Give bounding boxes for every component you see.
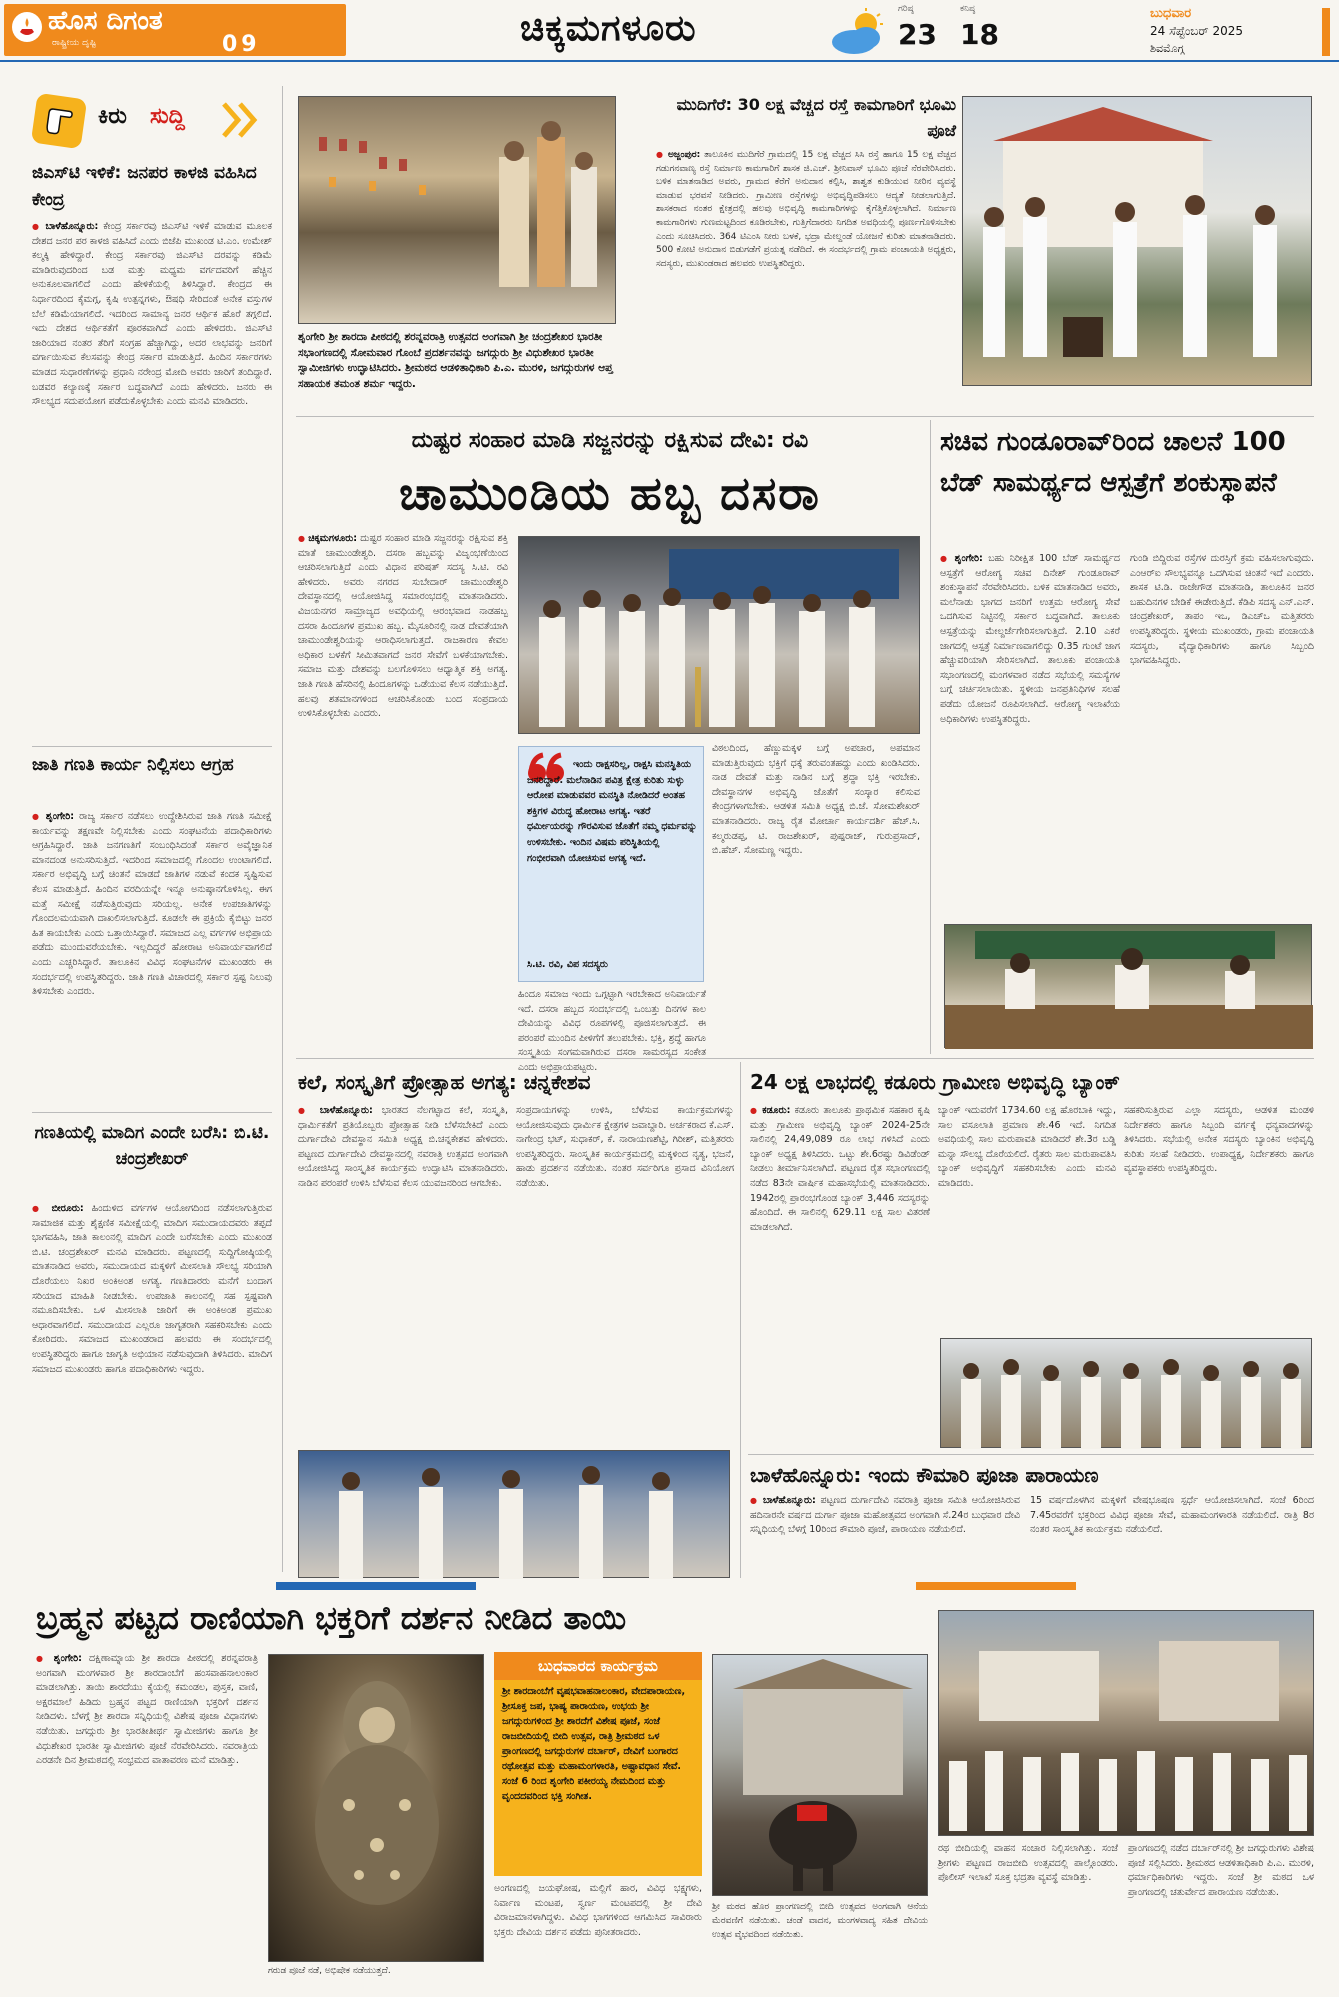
hospital-col1 bbox=[940, 552, 1120, 968]
bar-blue bbox=[276, 1582, 476, 1590]
kale-event-photo bbox=[298, 1450, 730, 1578]
chamundi-col2: ವಿಠಲದಿಂದ, ಹೆಣ್ಣುಮಕ್ಕಳ ಬಗ್ಗೆ ಅಪಚಾರ, ಅಪಮಾನ ಮಾಡುತ್ತಿರುವುದು ಭಕ್ತಿಗೆ ಧಕ್ಕೆ ತರುವಂತಹದ್ದು ಎಂದು ಖಂಡಿಸಿದರು. ನಾಡ ದೇವತೆ ಮತ್ತು ನಾಡಿನ ಬಗ್ಗೆ ಶ್ರದ್ಧಾ ಭಕ್ತಿ ಇರಬೇಕು. ದೇವಸ್ಥಾನಗಳ ಅಭಿವೃದ್ಧಿ ಜೊತೆಗೆ ಸಂಸ್ಕಾರ ಕಲಿಸುವ ಕೇಂದ್ರಗಳಾಗಬೇಕು. ಆಡಳಿತ ಸಮಿತಿ ಅಧ್ಯಕ್ಷ ಬಿ.ಜೆ. ಸೋಮಶೇಖರ್ ಮಾತನಾಡಿದರು. ರಾಜ್ಯ ರೈತ ಮೋರ್ಚಾ ಕಾರ್ಯದರ್ಶಿ ಹೆಚ್.ಸಿ. ಕಲ್ಮರುಡಪ್ಪ, ಟಿ. ರಾಜಶೇಖರ್, ಪುಷ್ಪರಾಜ್, ಗುರುಪ್ರಸಾದ್, ಬಿ.ಹೆಚ್. ಸೋಮಣ್ಣ ಇದ್ದರು. bbox=[712, 743, 920, 857]
kiru-banner bbox=[34, 94, 270, 148]
bank-col1-body: ಕಡೂರು ತಾಲೂಕು ಪ್ರಾಥಮಿಕ ಸಹಕಾರ ಕೃಷಿ ಮತ್ತು ಗ್ರಾಮೀಣ ಅಭಿವೃದ್ಧಿ ಬ್ಯಾಂಕ್ 2024-25ನೇ ಸಾಲಿನಲ್ಲಿ 24,49,089 ರೂ ಲಾಭ ಗಳಿಸಿದೆ ಎಂದು ಬ್ಯಾಂಕ್ ಅಧ್ಯಕ್ಷ ತಿಳಿಸಿದರು. ಒಟ್ಟು ಶೇ.6ರಷ್ಟು ಡಿವಿಡೆಂಡ್ ನೀಡಲು ತೀರ್ಮಾನಿಸಲಾಗಿದೆ. ಪಟ್ಟಣದ ರೈತ ಸಭಾಂಗಣದಲ್ಲಿ ನಡೆದ 83ನೇ ವಾರ್ಷಿಕ ಮಹಾಸಭೆಯಲ್ಲಿ ಮಾತನಾಡಿದರು. 1942ರಲ್ಲಿ ಪ್ರಾರಂಭಗೊಂಡ ಬ್ಯಾಂಕ್ 3,446 ಸದಸ್ಯರನ್ನು ಹೊಂದಿದೆ. ಈ ಸಾಲಿನಲ್ಲಿ 629.11 ಲಕ್ಷ ಸಾಲ ವಿತರಣೆ ಮಾಡಲಾಗಿದೆ. bbox=[750, 1105, 930, 1233]
gana-headline: ಗಣತಿಯಲ್ಲಿ ಮಾದಿಗ ಎಂದೇ ಬರೆಸಿ: ಬಿ.ಟಿ. ಚಂದ್ರಶೇಖರ್ bbox=[34, 1123, 270, 1169]
idol-caption: ಗರುಡ ಪೂಜೆ ನಡೆ, ಅಭಿಷೇಕ ನಡೆಯುತ್ತದೆ. bbox=[268, 1966, 391, 1976]
bank-headline: 24 ಲಕ್ಷ ಲಾಭದಲ್ಲಿ ಕಡೂರು ಗ್ರಾಮೀಣ ಅಭಿವೃದ್ಧಿ ಬ್ಯಾಂಕ್ bbox=[750, 1070, 1120, 1094]
bank-col1 bbox=[750, 1104, 930, 1444]
gst-body: ಕೇಂದ್ರ ಸರ್ಕಾರವು ಜಿಎಸ್‌ಟಿ ಇಳಿಕೆ ಮಾಡುವ ಮೂಲಕ ದೇಶದ ಜನರ ಪರ ಕಾಳಜಿ ವಹಿಸಿದೆ ಎಂದು ಬಿಜೆಪಿ ಮುಖಂಡ ಟಿ.ಎಂ. ಉಮೇಶ್ ಕಲ್ಮಕ್ಕಿ ಹೇಳಿದ್ದಾರೆ. ಕೇಂದ್ರ ಸರ್ಕಾರವು ಜಿಎಸ್‌ಟಿ ದರವನ್ನು ಕಡಿಮೆ ಮಾಡಿರುವುದರಿಂದ ಬಡ ಮತ್ತು ಮಧ್ಯಮ ವರ್ಗದವರಿಗೆ ಹೆಚ್ಚಿನ ಅನುಕೂಲವಾಗಲಿದೆ ಎಂದು ಹೇಳಿಕೆಯಲ್ಲಿ ತಿಳಿಸಿದ್ದಾರೆ. ಕೇಂದ್ರದ ಈ ನಿರ್ಧಾರದಿಂದ ಕೈಮಗ್ಗ, ಕೃಷಿ ಉತ್ಪನ್ನಗಳು, ಔಷಧಿ ಸೇರಿದಂತೆ ಅನೇಕ ವಸ್ತುಗಳ ಬೆಲೆ ಕಡಿಮೆಯಾಗಲಿದೆ. ಇದರಿಂದ ಸಾಮಾನ್ಯ ಜನರ ಆರ್ಥಿಕ ಹೊರೆ ತಗ್ಗಲಿದೆ. ಇದು ದೇಶದ ಆರ್ಥಿಕತೆಗೆ ಪೂರಕವಾಗಿದೆ ಎಂದು ಹೇಳಿದರು. ಜಿಎಸ್‌ಟಿ ಜಾರಿಯಾದ ನಂತರ ತೆರಿಗೆ ಸಂಗ್ರಹ ಹೆಚ್ಚಾಗಿದ್ದು, ಅದರ ಲಾಭವನ್ನು ಜನರಿಗೆ ವರ್ಗಾಯಿಸುವ ಕೆಲಸವನ್ನು ಕೇಂದ್ರ ಸರ್ಕಾರ ಮಾಡುತ್ತಿದೆ. ಹಿಂದಿನ ಸರ್ಕಾರಗಳು ಮಾಡದ ಸುಧಾರಣೆಗಳನ್ನು ಪ್ರಧಾನಿ ನರೇಂದ್ರ ಮೋದಿ ಅವರು ಜಾರಿಗೆ ತಂದಿದ್ದಾರೆ. ಬಡವರ ಕಲ್ಯಾಣಕ್ಕೆ ಸರ್ಕಾರ ಬದ್ಧವಾಗಿದೆ ಎಂದು ಹೇಳಿದರು. ಜನರು ಈ ಸೌಲಭ್ಯದ ಸದುಪಯೋಗ ಪಡೆದುಕೊಳ್ಳಬೇಕು ಎಂದು ಮನವಿ ಮಾಡಿದರು. bbox=[32, 221, 272, 408]
gst-location: ● ಬಾಳೆಹೊನ್ನೂರು: bbox=[32, 221, 98, 232]
hospital-col2: ಗುಂಡಿ ಬಿದ್ದಿರುವ ರಸ್ತೆಗಳ ದುರಸ್ತಿಗೆ ಕ್ರಮ ವಹಿಸಲಾಗುವುದು. ಎಂಆರ್‌ಐ ಸೌಲಭ್ಯವನ್ನೂ ಒದಗಿಸುವ ಚಿಂತನೆ ಇದೆ ಎಂದರು. ಶಾಸಕ ಟಿ.ಡಿ. ರಾಜೇಗೌಡ ಮಾತನಾಡಿ, ತಾಲೂಕಿನ ಜನರ ಬಹುದಿನಗಳ ಬೇಡಿಕೆ ಈಡೇರುತ್ತಿದೆ. ಕೆಡಿಪಿ ಸದಸ್ಯ ಎನ್.ಎನ್. ಚಂದ್ರಶೇಖರ್, ತಾಪಂ ಇಒ, ಡಿಎಚ್‌ಒ ಮತ್ತಿತರರು ಉಪಸ್ಥಿತರಿದ್ದರು. ಸ್ಥಳೀಯ ಮುಖಂಡರು, ಗ್ರಾಮ ಪಂಚಾಯತಿ ಸದಸ್ಯರು, ವೈದ್ಯಾಧಿಕಾರಿಗಳು ಹಾಗೂ ಸಿಬ್ಬಂದಿ ಭಾಗವಹಿಸಿದ್ದರು. bbox=[1130, 553, 1314, 667]
brahma-col1-body: ದಕ್ಷಿಣಾಮ್ನಾಯ ಶ್ರೀ ಶಾರದಾ ಪೀಠದಲ್ಲಿ ಶರನ್ನವರಾತ್ರಿ ಅಂಗವಾಗಿ ಮಂಗಳವಾರ ಶ್ರೀ ಶಾರದಾಂಬೆಗೆ ಹಂಸವಾಹನಾಲಂಕಾರ ಮಾಡಲಾಗಿತ್ತು. ತಾಯಿ ಶಾರದೆಯು ಕೈಯಲ್ಲಿ ಕಮಂಡಲ, ಪುಸ್ತಕ, ವಾಣಿ, ಅಕ್ಷರಮಾಲೆ ಹಿಡಿದು ಬ್ರಹ್ಮನ ಪಟ್ಟದ ರಾಣಿಯಾಗಿ ಭಕ್ತರಿಗೆ ದರ್ಶನ ನೀಡಿದಳು. ಬೆಳಗ್ಗೆ ಶ್ರೀ ಶಾರದಾ ಸನ್ನಿಧಿಯಲ್ಲಿ ವಿಶೇಷ ಪೂಜಾ ವಿಧಾನಗಳು ನಡೆಯಿತು. ಜಗದ್ಗುರು ಶ್ರೀ ಭಾರತೀತೀರ್ಥ ಸ್ವಾಮೀಜಿಗಳು ಹಾಗೂ ಶ್ರೀ ವಿಧುಶೇಖರ ಭಾರತೀ ಸ್ವಾಮೀಜಿಗಳು ಪೂಜೆ ನೆರವೇರಿಸಿದರು. ನವರಾತ್ರಿಯ ಎರಡನೇ ದಿನ ಶ್ರೀಮಠದಲ್ಲಿ ಸಂಭ್ರಮದ ವಾತಾವರಣ ಮನೆ ಮಾಡಿತ್ತು. bbox=[36, 1653, 259, 1767]
max-temp-label: ಗರಿಷ್ಠ bbox=[898, 4, 914, 14]
edition-bar bbox=[1322, 8, 1330, 56]
elephant-caption: ಶ್ರೀ ಮಠದ ಹೊರ ಪ್ರಾಂಗಣದಲ್ಲಿ ಬೀದಿ ಉತ್ಸವದ ಅಂಗವಾಗಿ ಆನೆಯ ಮೆರವಣಿಗೆ ನಡೆಯಿತು. ಚಂಡೆ ವಾದನ, ಮಂಗಳವಾದ್ಯ ಸಹಿತ ದೇವಿಯ ಉತ್ಸವ ವೈಭವದಿಂದ ನಡೆಯಿತು. bbox=[712, 1902, 928, 1940]
chevrons-icon bbox=[220, 100, 270, 140]
kaumari-col2: 15 ವರ್ಷದೊಳಗಿನ ಮಕ್ಕಳಿಗೆ ವೇಷಭೂಷಣ ಸ್ಪರ್ಧೆ ಆಯೋಜಿಸಲಾಗಿದೆ. ಸಂಜೆ 6ರಿಂದ 7.45ರವರೆಗೆ ಭಕ್ತರಿಂದ ವಿವಿಧ ಪೂಜಾ ಸೇವೆ, ಮಹಾಮಂಗಳಾರತಿ ನಡೆಯಲಿದೆ. ರಾತ್ರಿ 8ರ ನಂತರ ಸಾಂಸ್ಕೃತಿಕ ಕಾರ್ಯಕ್ರಮ ನಡೆಯಲಿದೆ. bbox=[1030, 1495, 1314, 1536]
goddess-idol-photo bbox=[268, 1654, 484, 1962]
chamundi-col3: ಹಿಂದೂ ಸಮಾಜ ಇಂದು ಒಗ್ಗಟ್ಟಾಗಿ ಇರಬೇಕಾದ ಅನಿವಾರ್ಯತೆ ಇದೆ. ದಸರಾ ಹಬ್ಬದ ಸಂದರ್ಭದಲ್ಲಿ ಒಂಬತ್ತು ದಿನಗಳ ಕಾಲ ದೇವಿಯನ್ನು ವಿವಿಧ ರೂಪಗಳಲ್ಲಿ ಪೂಜಿಸಲಾಗುತ್ತದೆ. ಈ ಪರಂಪರೆ ಮುಂದಿನ ಪೀಳಿಗೆಗೆ ತಲುಪಬೇಕು. ಭಕ್ತಿ, ಶ್ರದ್ಧೆ ಹಾಗೂ ಸಂಸ್ಕೃತಿಯ ಸಂಗಮವಾಗಿರುವ ದಸರಾ ಸಾಮರಸ್ಯದ ಸಂಕೇತ ಎಂದು ಅಭಿಪ್ರಾಯಪಟ್ಟರು. bbox=[518, 989, 706, 1073]
hospital-meeting-photo bbox=[944, 924, 1312, 1048]
mudigere-body: ತಾಲೂಕಿನ ಮುದಿಗೆರೆ ಗ್ರಾಮದಲ್ಲಿ 15 ಲಕ್ಷ ವೆಚ್ಚದ ಸಿಸಿ ರಸ್ತೆ ಹಾಗೂ 15 ಲಕ್ಷ ವೆಚ್ಚದ ಗಡುಗನವಾಣ್ಯ ರಸ್ತೆ ನಿರ್ಮಾಣ ಕಾಮಗಾರಿಗೆ ಶಾಸಕ ಜಿ.ಎಚ್. ಶ್ರೀನಿವಾಸ್ ಭೂಮಿ ಪೂಜೆ ನೆರವೇರಿಸಿದರು. ಬಳಿಕ ಮಾತನಾಡಿದ ಅವರು, ಗ್ರಾಮದ ಕೆರೆಗೆ ಅನುದಾನ ಕಲ್ಪಿಸಿ, ಶಾಶ್ವತ ಕುಡಿಯುವ ನೀರಿನ ವ್ಯವಸ್ಥೆ ಮಾಡುವ ಭರವಸೆ ನೀಡಿದರು. ಗ್ರಾಮೀಣ ರಸ್ತೆಗಳನ್ನು ಅಭಿವೃದ್ಧಿಪಡಿಸಲು ಆದ್ಯತೆ ನೀಡಲಾಗುತ್ತಿದೆ. ಶಾಸಕರಾದ ನಂತರ ಕ್ಷೇತ್ರದಲ್ಲಿ ಹಲವು ಅಭಿವೃದ್ಧಿ ಕಾಮಗಾರಿಗಳನ್ನು ಕೈಗೆತ್ತಿಕೊಳ್ಳಲಾಗಿದೆ. ನಿರ್ಮಾಣ ಕಾಮಗಾರಿಗಳು ಗುಣಮಟ್ಟದಿಂದ ಕೂಡಿರಬೇಕು, ಗುತ್ತಿಗೆದಾರರು ನಿಗದಿತ ಅವಧಿಯಲ್ಲಿ ಪೂರ್ಣಗೊಳಿಸಬೇಕು ಎಂದು ಸೂಚಿಸಿದರು. 364 ಟಿಎಂಸಿ ನೀರು ಬಳಕೆ, ಭದ್ರಾ ಮೇಲ್ದಂಡೆ ಯೋಜನೆ ಕುರಿತು ಮಾತನಾಡಿದರು. 500 ಕೋಟಿ ಅನುದಾನ ಬಿಡುಗಡೆಗೆ ಪ್ರಯತ್ನ ನಡೆದಿದೆ. ಈ ಸಂದರ್ಭದಲ್ಲಿ ಗ್ರಾಮ ಪಂಚಾಯತಿ ಅಧ್ಯಕ್ಷರು, ಸದಸ್ಯರು, ಮುಖಂಡರಾದ ಹಲವರು ಉಪಸ್ಥಿತರಿದ್ದರು. bbox=[656, 150, 957, 269]
kiru-title-b: ಸುದ್ದಿ bbox=[150, 104, 185, 129]
kale-headline: ಕಲೆ, ಸಂಸ್ಕೃತಿಗೆ ಪ್ರೋತ್ಸಾಹ ಅಗತ್ಯ: ಚನ್ನಕೇಶವ bbox=[298, 1070, 591, 1094]
kaumari-col1-body: ಪಟ್ಟಣದ ದುರ್ಗಾದೇವಿ ನವರಾತ್ರಿ ಪೂಜಾ ಸಮಿತಿ ಆಯೋಜಿಸಿರುವ ಹದಿನಾರನೇ ವರ್ಷದ ದುರ್ಗಾ ಪೂಜಾ ಮಹೋತ್ಸವದ ಅಂಗವಾಗಿ ಸೆ.24ರ ಬುಧವಾರ ದೇವಿ ಸನ್ನಿಧಿಯಲ್ಲಿ ಬೆಳಗ್ಗೆ 10ರಿಂದ ಕೌಮಾರಿ ಪೂಜೆ, ಪಾರಾಯಣ ನಡೆಯಲಿದೆ. bbox=[750, 1495, 1020, 1536]
column-rule bbox=[740, 1062, 741, 1578]
chamundi-kicker: ದುಷ್ಟರ ಸಂಹಾರ ಮಾಡಿ ಸಜ್ಜನರನ್ನು ರಕ್ಷಿಸುವ ದೇವಿ: ರವಿ bbox=[411, 428, 809, 453]
chamundi-col1-body: ದುಷ್ಟರ ಸಂಹಾರ ಮಾಡಿ ಸಜ್ಜನರನ್ನು ರಕ್ಷಿಸುವ ಶಕ್ತಿ ಮಾತೆ ಚಾಮುಂಡೇಶ್ವರಿ. ದಸರಾ ಹಬ್ಬವನ್ನು ವಿಜೃಂಭಣೆಯಿಂದ ಆಚರಿಸಲಾಗುತ್ತಿದೆ ಎಂದು ವಿಧಾನ ಪರಿಷತ್ ಸದಸ್ಯ ಸಿ.ಟಿ. ರವಿ ಹೇಳಿದರು. ಅವರು ನಗರದ ಸುಬೇದಾರ್ ಚಾಮುಂಡೇಶ್ವರಿ ದೇವಸ್ಥಾನದಲ್ಲಿ ಆಯೋಜಿಸಿದ್ದ ಸಮಾರಂಭದಲ್ಲಿ ಮಾತನಾಡಿದರು. ವಿಜಯನಗರ ಸಾಮ್ರಾಜ್ಯದ ಅವಧಿಯಲ್ಲಿ ಆರಂಭವಾದ ನಾಡಹಬ್ಬ ದಸರಾ ಹಿಂದೂಗಳ ಪ್ರಮುಖ ಹಬ್ಬ. ಮೈಸೂರಿನಲ್ಲಿ ನಾಡ ದೇವತೆಯಾಗಿ ಚಾಮುಂಡೇಶ್ವರಿಯನ್ನು ಆರಾಧಿಸಲಾಗುತ್ತದೆ. ರಾಜಕಾರಣ ಕೇವಲ ಅಧಿಕಾರ ಬಳಕೆಗೆ ಸೀಮಿತವಾಗದೆ ಜನರ ಸೇವೆಗೆ ಬಳಕೆಯಾಗಬೇಕು. ಸಮಾಜ ಮತ್ತು ದೇಶವನ್ನು ಬಲಗೊಳಿಸಲು ಆಧ್ಯಾತ್ಮಿಕ ಶಕ್ತಿ ಅಗತ್ಯ. ಜಾತಿ ಗಣತಿ ಹೆಸರಿನಲ್ಲಿ ಹಿಂದೂಗಳನ್ನು ಒಡೆಯುವ ಕೆಲಸ ನಡೆಯುತ್ತಿದೆ. ಹಲವು ಶತಮಾನಗಳಿಂದ ಆಚರಿಸಿಕೊಂಡು ಬಂದ ಸಂಪ್ರದಾಯ ಉಳಿಸಿಕೊಳ್ಳಬೇಕು ಎಂದರು. bbox=[298, 533, 508, 720]
program-title: ಬುಧವಾರದ ಕಾರ್ಯಕ್ರಮ bbox=[494, 1652, 702, 1680]
elephant-procession-photo bbox=[712, 1654, 928, 1896]
jati-body: ರಾಜ್ಯ ಸರ್ಕಾರ ನಡೆಸಲು ಉದ್ದೇಶಿಸಿರುವ ಜಾತಿ ಗಣತಿ ಸಮೀಕ್ಷೆ ಕಾರ್ಯವನ್ನು ತಕ್ಷಣವೇ ನಿಲ್ಲಿಸಬೇಕು ಎಂದು ಸಂಘಟನೆಯ ಪದಾಧಿಕಾರಿಗಳು ಆಗ್ರಹಿಸಿದ್ದಾರೆ. ಜಾತಿ ಜನಗಣತಿಗೆ ಸಂಬಂಧಿಸಿದಂತೆ ಸರ್ಕಾರ ಅವೈಜ್ಞಾನಿಕ ಮಾನದಂಡ ಅನುಸರಿಸುತ್ತಿದೆ. ಇದರಿಂದ ಸಮಾಜದಲ್ಲಿ ಗೊಂದಲ ಉಂಟಾಗಲಿದೆ. ಸರ್ಕಾರ ಅಭಿವೃದ್ಧಿ ಬಗ್ಗೆ ಚಿಂತನೆ ಮಾಡದೆ ಜಾತಿಗಳ ನಡುವೆ ಕಂದಕ ಸೃಷ್ಟಿಸುವ ಕೆಲಸ ಮಾಡುತ್ತಿದೆ. ಹಿಂದಿನ ವರದಿಯನ್ನೇ ಇನ್ನೂ ಅನುಷ್ಠಾನಗೊಳಿಸಿಲ್ಲ. ಈಗ ಮತ್ತೆ ಸಮೀಕ್ಷೆ ನಡೆಸುತ್ತಿರುವುದು ಸರಿಯಲ್ಲ. ಅನೇಕ ಉಪಜಾತಿಗಳನ್ನು ಗೊಂದಲಮಯವಾಗಿ ದಾಖಲಿಸಲಾಗುತ್ತಿದೆ. ಕೂಡಲೇ ಈ ಪ್ರಕ್ರಿಯೆ ಕೈಬಿಟ್ಟು ಜನರ ಹಿತ ಕಾಯಬೇಕು ಎಂದು ಒತ್ತಾಯಿಸಿದ್ದಾರೆ. ಸಮಾಜದ ಎಲ್ಲ ವರ್ಗಗಳ ಅಭಿಪ್ರಾಯ ಪಡೆದು ಮುಂದುವರೆಯಬೇಕು. ಇಲ್ಲದಿದ್ದರೆ ಹೋರಾಟ ಅನಿವಾರ್ಯವಾಗಲಿದೆ ಎಂದು ಎಚ್ಚರಿಸಿದ್ದಾರೆ. ತಾಲೂಕಿನ ವಿವಿಧ ಸಂಘಟನೆಗಳ ಮುಖಂಡರು ಈ ಸಂದರ್ಭದಲ್ಲಿ ಉಪಸ್ಥಿತರಿದ್ದರು. ಜಾತಿ ಗಣತಿ ವಿಚಾರದಲ್ಲಿ ಸರ್ಕಾರ ಸ್ಪಷ್ಟ ನಿಲುವು ತಿಳಿಸಬೇಕು ಎಂದರು. bbox=[32, 811, 273, 998]
mudigere-headline: ಮುದಿಗೆರೆ: 30 ಲಕ್ಷ ವೆಚ್ಚದ ರಸ್ತೆ ಕಾಮಗಾರಿಗೆ ಭೂಮಿ ಪೂಜೆ bbox=[676, 95, 956, 140]
min-temp-label: ಕನಿಷ್ಠ bbox=[960, 4, 976, 14]
divider bbox=[296, 1058, 1314, 1059]
edition-name: ಶಿವಮೊಗ್ಗ bbox=[1150, 42, 1185, 55]
jati-headline: ಜಾತಿ ಗಣತಿ ಕಾರ್ಯ ನಿಲ್ಲಿಸಲು ಆಗ್ರಹ bbox=[32, 755, 234, 775]
weather-icon bbox=[826, 6, 890, 58]
masthead bbox=[0, 0, 1339, 62]
kale-col1-body: ಭಾರತದ ನೆಲಗಟ್ಟಾದ ಕಲೆ, ಸಂಸ್ಕೃತಿ, ಧಾರ್ಮಿಕತೆಗೆ ಪ್ರತಿಯೊಬ್ಬರು ಪ್ರೋತ್ಸಾಹ ನೀಡಿ ಬೆಳೆಸಬೇಕಿದೆ ಎಂದು ದುರ್ಗಾದೇವಿ ದೇವಸ್ಥಾನ ಸಮಿತಿ ಅಧ್ಯಕ್ಷ ಬಿ.ಚನ್ನಕೇಶವ ಹೇಳಿದರು. ಪಟ್ಟಣದ ದುರ್ಗಾದೇವಿ ದೇವಸ್ಥಾನದಲ್ಲಿ ನವರಾತ್ರಿ ಉತ್ಸವದ ಅಂಗವಾಗಿ ಆಯೋಜಿಸಿದ್ದ ಸಾಂಸ್ಕೃತಿಕ ಕಾರ್ಯಕ್ರಮ ಉದ್ಘಾಟಿಸಿ ಮಾತನಾಡಿದರು. ನಾಡಿನ ಪರಂಪರೆ ಉಳಿಸಿ ಬೆಳೆಸುವ ಕೆಲಸ ಯುವಜನರಿಂದ ಆಗಬೇಕು. bbox=[298, 1105, 508, 1189]
kaumari-headline: ಬಾಳೆಹೊನ್ನೂರು: ಇಂದು ಕೌಮಾರಿ ಪೂಜಾ ಪಾರಾಯಣ bbox=[750, 1463, 1099, 1487]
gst-headline: ಜಿಎಸ್‌ಟಿ ಇಳಿಕೆ: ಜನಪರ ಕಾಳಜಿ ವಹಿಸಿದ ಕೇಂದ್ರ bbox=[32, 163, 257, 210]
city-title: ಚಿಕ್ಕಮಗಳೂರು bbox=[520, 8, 697, 49]
pull-quote-text: ಇಂದು ರಾಕ್ಷಸರಿಲ್ಲ, ರಾಕ್ಷಸಿ ಮನಸ್ಥಿತಿಯ ಜನರಿದ್ದಾರೆ. ಮಲೆನಾಡಿನ ಪವಿತ್ರ ಕ್ಷೇತ್ರ ಕುರಿತು ಸುಳ್ಳು ಆರೋಪ ಮಾಡುವವರ ಮನಸ್ಥಿತಿ ನೋಡಿದರೆ ಅಂತಹ ಶಕ್ತಿಗಳ ವಿರುದ್ಧ ಹೋರಾಟ ಅಗತ್ಯ. ಇತರೆ ಧರ್ಮೀಯರನ್ನು ಗೌರವಿಸುವ ಜೊತೆಗೆ ನಮ್ಮ ಧರ್ಮವನ್ನು ಉಳಿಸಬೇಕು. ಇಂದಿನ ವಿಷಮ ಪರಿಸ್ಥಿತಿಯಲ್ಲಿ ಗಂಭೀರವಾಗಿ ಯೋಚಿಸುವ ಅಗತ್ಯ ಇದೆ. bbox=[527, 759, 698, 864]
pull-quote-box bbox=[518, 746, 704, 982]
chamundi-col1 bbox=[298, 532, 508, 1052]
pull-quote-author: ಸಿ.ಟಿ. ರವಿ, ವಿಪ ಸದಸ್ಯರು bbox=[527, 959, 608, 970]
brahma-col2: ಅಂಗಣದಲ್ಲಿ ಜಯಘೋಷ, ಮಲ್ಲಿಗೆ ಹಾರ, ವಿವಿಧ ಭಕ್ಷ್ಯಗಳು, ನಿರ್ವಾಣ ಮಂಟಪ, ಸ್ವರ್ಣ ಮಂಟಪದಲ್ಲಿ ಶ್ರೀ ದೇವಿ ವಿರಾಜಮಾನಳಾಗಿದ್ದಳು. ವಿವಿಧ ಭಾಗಗಳಿಂದ ಆಗಮಿಸಿದ ಸಾವಿರಾರು ಭಕ್ತರು ದೇವಿಯ ದರ್ಶನ ಪಡೆದು ಪುನೀತರಾದರು. bbox=[494, 1883, 702, 1938]
gst-article bbox=[32, 220, 272, 740]
doll-exhibition-photo bbox=[298, 96, 616, 324]
hospital-headline: ಸಚಿವ ಗುಂಡೂರಾವ್‌ರಿಂದ ಚಾಲನೆ 100 ಬೆಡ್ ಸಾಮರ್ಥ್ಯದ ಆಸ್ಪತ್ರೆಗೆ ಶಂಕುಸ್ಥಾಪನೆ bbox=[940, 427, 1286, 498]
column-rule bbox=[282, 86, 283, 1572]
kaumari-location: ● ಬಾಳೆಹೊನ್ನೂರು: bbox=[750, 1495, 816, 1506]
bank-col3: ಸಹಕರಿಸುತ್ತಿರುವ ಎಲ್ಲಾ ಸದಸ್ಯರು, ಆಡಳಿತ ಮಂಡಳಿ ನಿರ್ದೇಶಕರು ಹಾಗೂ ಸಿಬ್ಬಂದಿ ವರ್ಗಕ್ಕೆ ಧನ್ಯವಾದಗಳನ್ನು ತಿಳಿಸಿದರು. ಸಭೆಯಲ್ಲಿ ಅನೇಕ ಸದಸ್ಯರು ಬ್ಯಾಂಕಿನ ಅಭಿವೃದ್ಧಿ ಕುರಿತು ಸಲಹೆ ನೀಡಿದರು. ಉಪಾಧ್ಯಕ್ಷ, ನಿರ್ದೇಶಕರು ಹಾಗೂ ವ್ಯವಸ್ಥಾಪಕರು ಉಪಸ್ಥಿತರಿದ್ದರು. bbox=[1124, 1105, 1314, 1175]
kiru-suddi-column bbox=[28, 86, 276, 1576]
crowd-festival-photo bbox=[938, 1610, 1314, 1836]
brahma-headline: ಬ್ರಹ್ಮನ ಪಟ್ಟದ ರಾಣಿಯಾಗಿ ಭಕ್ತರಿಗೆ ದರ್ಶನ ನೀಡಿದ ತಾಯಿ bbox=[36, 1599, 627, 1637]
logo-block bbox=[4, 4, 346, 56]
kale-col2: ಸಂಪ್ರದಾಯಗಳನ್ನು ಉಳಿಸಿ, ಬೆಳೆಸುವ ಕಾರ್ಯಕ್ರಮಗಳನ್ನು ಆಯೋಜಿಸುವುದು ಧಾರ್ಮಿಕ ಕ್ಷೇತ್ರಗಳ ಜವಾಬ್ದಾರಿ. ಅರ್ಚಕರಾದ ಕೆ.ಎಸ್. ನಾಗೇಂದ್ರ ಭಟ್, ಸುಧಾಕರ್, ಕೆ. ನಾರಾಯಣಶೆಟ್ಟಿ, ಗಿರೀಶ್, ಮತ್ತಿತರರು ಉಪಸ್ಥಿತರಿದ್ದರು. ಸಾಂಸ್ಕೃತಿಕ ಕಾರ್ಯಕ್ರಮದಲ್ಲಿ ಮಕ್ಕಳಿಂದ ನೃತ್ಯ, ಭಜನೆ, ಹಾಡು ಪ್ರದರ್ಶನ ನಡೆಯಿತು. ನಂತರ ಸರ್ವರಿಗೂ ಪ್ರಸಾದ ವಿನಿಯೋಗ ನಡೆಯಿತು. bbox=[516, 1105, 734, 1189]
jati-location: ● ಶೃಂಗೇರಿ: bbox=[32, 811, 74, 822]
logo-title: ಹೊಸ ದಿಗಂತ bbox=[48, 6, 163, 36]
kale-col1 bbox=[298, 1104, 508, 1446]
bhoomi-pooja-photo bbox=[962, 96, 1312, 386]
brahma-col4: ಪ್ರಾಂಗಣದಲ್ಲಿ ನಡೆದ ದರ್ಬಾರ್‌ನಲ್ಲಿ ಶ್ರೀ ಜಗದ್ಗುರುಗಳು ವಿಶೇಷ ಪೂಜೆ ಸಲ್ಲಿಸಿದರು. ಶ್ರೀಮಠದ ಆಡಳಿತಾಧಿಕಾರಿ ಪಿ.ಎ. ಮುರಳಿ, ಧರ್ಮಾಧಿಕಾರಿಗಳು ಇದ್ದರು. ಸಂಜೆ ಶ್ರೀ ಮಠದ ಒಳ ಪ್ರಾಂಗಣದಲ್ಲಿ ಚತುರ್ವೇದ ಪಾರಾಯಣ ನಡೆಯಿತು. bbox=[1128, 1843, 1314, 1898]
bank-meeting-photo bbox=[940, 1338, 1312, 1448]
brahma-location: ● ಶೃಂಗೇರಿ: bbox=[36, 1653, 82, 1664]
chamundi-headline: ಚಾಮುಂಡಿಯ ಹಬ್ಬ ದಸರಾ bbox=[399, 466, 821, 520]
brahma-col3: ರಥ ಬೀದಿಯಲ್ಲಿ ವಾಹನ ಸಂಚಾರ ನಿಲ್ಲಿಸಲಾಗಿತ್ತು. ಸಂಜೆ ಶ್ರೀಗಳು ಪಟ್ಟಣದ ರಾಜಬೀದಿ ಉತ್ಸವದಲ್ಲಿ ಪಾಲ್ಗೊಂಡರು. ಪೊಲೀಸ್ ಇಲಾಖೆ ಸೂಕ್ತ ಭದ್ರತಾ ವ್ಯವಸ್ಥೆ ಮಾಡಿತ್ತು. bbox=[938, 1843, 1118, 1884]
lamp-icon bbox=[12, 12, 42, 42]
kale-location: ● ಬಾಳೆಹೊನ್ನೂರು: bbox=[298, 1105, 373, 1116]
brahma-col1 bbox=[36, 1652, 258, 1992]
weekday: ಬುಧವಾರ bbox=[1150, 6, 1192, 21]
mudigere-article bbox=[656, 148, 956, 424]
divider bbox=[32, 1112, 272, 1113]
program-box bbox=[494, 1652, 702, 1876]
gana-body: ಹಿಂದುಳಿದ ವರ್ಗಗಳ ಆಯೋಗದಿಂದ ನಡೆಸಲಾಗುತ್ತಿರುವ ಸಾಮಾಜಿಕ ಮತ್ತು ಶೈಕ್ಷಣಿಕ ಸಮೀಕ್ಷೆಯಲ್ಲಿ ಮಾದಿಗ ಸಮುದಾಯದವರು ತಪ್ಪದೆ ಭಾಗವಹಿಸಿ, ಜಾತಿ ಕಾಲಂನಲ್ಲಿ ಮಾದಿಗ ಎಂದೇ ಬರೆಸಬೇಕು ಎಂದು ಮುಖಂಡ ಬಿ.ಟಿ. ಚಂದ್ರಶೇಖರ್ ಮನವಿ ಮಾಡಿದರು. ಪಟ್ಟಣದಲ್ಲಿ ಸುದ್ದಿಗೋಷ್ಠಿಯಲ್ಲಿ ಮಾತನಾಡಿದ ಅವರು, ಸಮುದಾಯದ ಮಕ್ಕಳಿಗೆ ಮೀಸಲಾತಿ ಸೌಲಭ್ಯ ಸರಿಯಾಗಿ ದೊರೆಯಲು ನಿಖರ ಅಂಕಿಅಂಶ ಅಗತ್ಯ. ಗಣತಿದಾರರು ಮನೆಗೆ ಬಂದಾಗ ಸರಿಯಾದ ಮಾಹಿತಿ ನೀಡಬೇಕು. ಉಪಜಾತಿ ಕಾಲಂನಲ್ಲಿ ಸಹ ಸ್ಪಷ್ಟವಾಗಿ ನಮೂದಿಸಬೇಕು. ಒಳ ಮೀಸಲಾತಿ ಜಾರಿಗೆ ಈ ಅಂಕಿಅಂಶ ಪ್ರಮುಖ ಆಧಾರವಾಗಲಿದೆ. ಸಮುದಾಯದ ಎಲ್ಲರೂ ಜಾಗೃತರಾಗಿ ಸಹಕರಿಸಬೇಕು ಎಂದು ಕೋರಿದರು. ಸಮಾಜದ ಮುಖಂಡರಾದ ಹಲವರು ಈ ಸಂದರ್ಭದಲ್ಲಿ ಉಪಸ್ಥಿತರಿದ್ದರು ಹಾಗೂ ಜಾಗೃತಿ ಅಭಿಯಾನ ನಡೆಸುವುದಾಗಿ ತಿಳಿಸಿದರು. ಮಾದಿಗ ಸಮಾಜದ ಮುಖಂಡರು ಹಾಗೂ ಪದಾಧಿಕಾರಿಗಳು ಇದ್ದರು. bbox=[32, 1203, 272, 1375]
hospital-location: ● ಶೃಂಗೇರಿ: bbox=[940, 553, 983, 564]
min-temp: 18 bbox=[960, 18, 999, 51]
dasara-event-photo bbox=[518, 536, 920, 734]
divider bbox=[748, 1454, 1314, 1455]
column-rule bbox=[930, 420, 931, 1054]
hand-icon bbox=[31, 93, 87, 149]
section-color-bar bbox=[276, 1582, 1316, 1590]
kaumari-col1 bbox=[750, 1494, 1020, 1578]
page-number: 09 bbox=[222, 32, 261, 57]
max-temp: 23 bbox=[898, 18, 937, 51]
mudigere-location: ● ಅಜ್ಜಂಪುರ: bbox=[656, 150, 700, 160]
divider bbox=[32, 746, 272, 747]
hospital-col1-body: ಬಹು ನಿರೀಕ್ಷಿತ 100 ಬೆಡ್ ಸಾಮರ್ಥ್ಯದ ಆಸ್ಪತ್ರೆಗೆ ಆರೋಗ್ಯ ಸಚಿವ ದಿನೇಶ್ ಗುಂಡೂರಾವ್ ಶಂಕುಸ್ಥಾಪನೆ ನೆರವೇರಿಸಿದರು. ಬಳಿಕ ಮಾತನಾಡಿದ ಅವರು, ಮಲೆನಾಡು ಭಾಗದ ಜನರಿಗೆ ಉತ್ತಮ ಆರೋಗ್ಯ ಸೇವೆ ಒದಗಿಸುವ ನಿಟ್ಟಿನಲ್ಲಿ ಸರ್ಕಾರ ಬದ್ಧವಾಗಿದೆ. ತಾಲೂಕು ಆಸ್ಪತ್ರೆಯನ್ನು ಮೇಲ್ದರ್ಜೆಗೇರಿಸಲಾಗುತ್ತಿದೆ. 2.10 ಎಕರೆ ಜಾಗದಲ್ಲಿ ಆಸ್ಪತ್ರೆ ನಿರ್ಮಾಣವಾಗಲಿದ್ದು 0.35 ಗುಂಟೆ ಜಾಗ ಹೆಚ್ಚುವರಿಯಾಗಿ ಸೇರಿಸಲಾಗಿದೆ. ತಾಲೂಕು ಪಂಚಾಯತಿ ಸಭಾಂಗಣದಲ್ಲಿ ಮಂಗಳವಾರ ನಡೆದ ಸಭೆಯಲ್ಲಿ ಸಮಸ್ಯೆಗಳ ಬಗ್ಗೆ ಚರ್ಚಿಸಲಾಯಿತು. ಸ್ಥಳೀಯ ಜನಪ್ರತಿನಿಧಿಗಳ ಸಲಹೆ ಪಡೆದು ಯೋಜನೆ ರೂಪಿಸಲಾಗಿದೆ. ಆರೋಗ್ಯ ಇಲಾಖೆಯ ಅಧಿಕಾರಿಗಳು ಉಪಸ್ಥಿತರಿದ್ದರು. bbox=[940, 553, 1120, 725]
divider bbox=[296, 416, 1314, 417]
bank-location: ● ಕಡೂರು: bbox=[750, 1105, 790, 1116]
bank-col2: ಬ್ಯಾಂಕ್ ಇದುವರೆಗೆ 1734.60 ಲಕ್ಷ ಹೊರಬಾಕಿ ಇದ್ದು, ಸಾಲ ವಸೂಲಾತಿ ಪ್ರಮಾಣ ಶೇ.46 ಇದೆ. ನಿಗದಿತ ಅವಧಿಯಲ್ಲಿ ಸಾಲ ಮರುಪಾವತಿ ಮಾಡಿದರೆ ಶೇ.3ರ ಬಡ್ಡಿ ಮನ್ನಾ ಸೌಲಭ್ಯ ದೊರೆಯಲಿದೆ. ರೈತರು ಸಾಲ ಮರುಪಾವತಿಸಿ ಬ್ಯಾಂಕ್ ಅಭಿವೃದ್ಧಿಗೆ ಸಹಕರಿಸಬೇಕು ಎಂದು ಮನವಿ ಮಾಡಿದರು. bbox=[938, 1105, 1116, 1189]
bar-orange bbox=[916, 1582, 1076, 1590]
logo-tagline: ರಾಷ್ಟ್ರೀಯ ದೃಷ್ಟಿ bbox=[52, 38, 97, 48]
chamundi-location: ● ಚಿಕ್ಕಮಗಳೂರು: bbox=[298, 533, 357, 544]
issue-date: 24 ಸೆಪ್ಟೆಂಬರ್ 2025 bbox=[1150, 24, 1244, 38]
gana-location: ● ಬೀರೂರು: bbox=[32, 1203, 84, 1214]
program-body: ಶ್ರೀ ಶಾರದಾಂಬೆಗೆ ವೃಷಭವಾಹನಾಲಂಕಾರ, ವೇದಪಾರಾಯಣ, ಶ್ರೀಸೂಕ್ತ ಜಪ, ಭಾಷ್ಯ ಪಾರಾಯಣ, ಉಭಯ ಶ್ರೀ ಜಗದ್ಗುರುಗಳಿಂದ ಶ್ರೀ ಶಾರದೆಗೆ ವಿಶೇಷ ಪೂಜೆ, ಸಂಜೆ ರಾಜಬೀದಿಯಲ್ಲಿ ಬೀದಿ ಉತ್ಸವ, ರಾತ್ರಿ ಶ್ರೀಮಠದ ಒಳ ಪ್ರಾಂಗಣದಲ್ಲಿ ಜಗದ್ಗುರುಗಳ ದರ್ಬಾರ್, ದೇವಿಗೆ ಬಂಗಾರದ ರಥೋತ್ಸವ ಮತ್ತು ಮಹಾಮಂಗಳಾರತಿ, ಅಷ್ಟಾವಧಾನ ಸೇವೆ. ಸಂಜೆ 6 ರಿಂದ ಶೃಂಗೇರಿ ಪಕೀರಯ್ಯ ನೇಮದಿಂದ ಮತ್ತು ವೃಂದದವರಿಂದ ಭಕ್ತಿ ಸಂಗೀತ. bbox=[502, 1686, 686, 1802]
kiru-title-a: ಕಿರು bbox=[98, 104, 127, 129]
sharada-caption: ಶೃಂಗೇರಿ ಶ್ರೀ ಶಾರದಾ ಪೀಠದಲ್ಲಿ ಶರನ್ನವರಾತ್ರಿ ಉತ್ಸವದ ಅಂಗವಾಗಿ ಶ್ರೀ ಚಂದ್ರಶೇಖರ ಭಾರತೀ ಸಭಾಂಗಣದಲ್ಲಿ ಸೋಮವಾರ ಗೊಂಬೆ ಪ್ರದರ್ಶನವನ್ನು ಜಗದ್ಗುರು ಶ್ರೀ ವಿಧುಶೇಖರ ಭಾರತೀ ಸ್ವಾಮೀಜಿಗಳು ಉದ್ಘಾಟಿಸಿದರು. ಶ್ರೀಮಠದ ಆಡಳಿತಾಧಿಕಾರಿ ಪಿ.ಎ. ಮುರಳಿ, ಜಗದ್ಗುರುಗಳ ಆಪ್ತ ಸಹಾಯಕ ತಮಂತ ಶರ್ಮ ಇದ್ದರು. bbox=[298, 331, 613, 390]
gana-article bbox=[32, 1202, 272, 1574]
